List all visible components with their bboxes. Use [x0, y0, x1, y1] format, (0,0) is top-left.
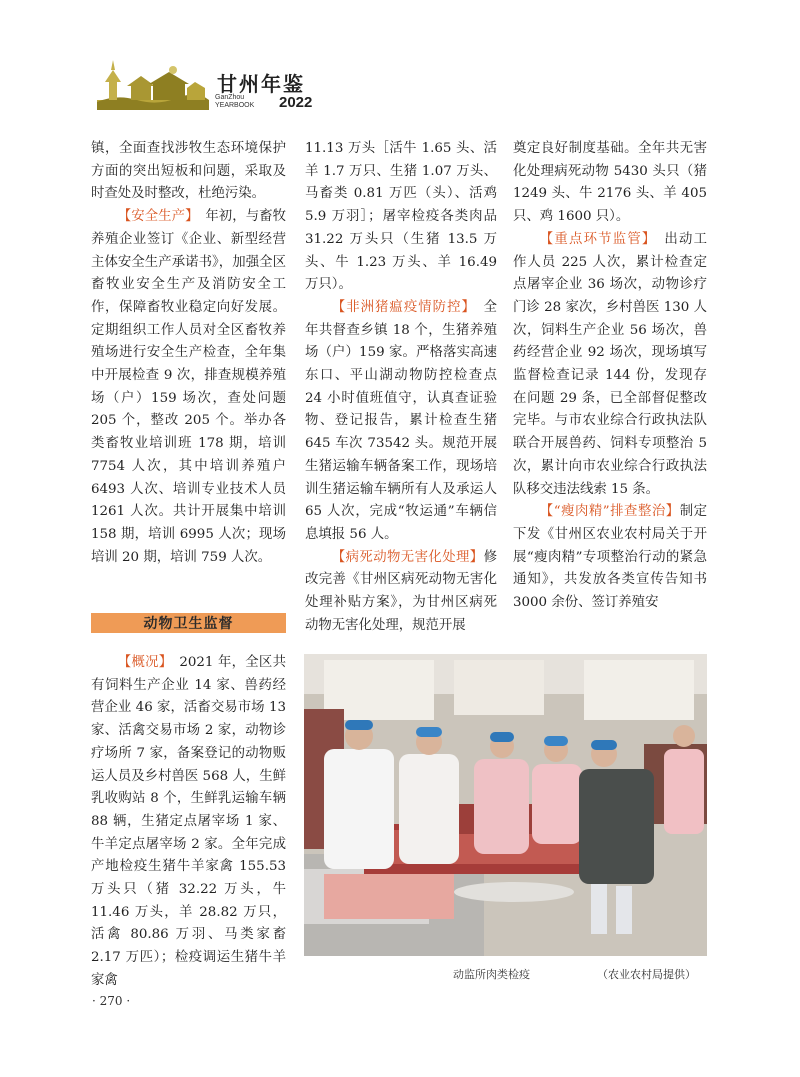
temple-logo-icon — [97, 56, 209, 110]
paragraph-text: 制定下发《甘州区农业农村局关于开展“瘦肉精”专项整治行动的紧急通知》，共发放各类宣传告知书 3000 余份、签订养殖安 — [513, 504, 708, 611]
yearbook-year: 2022 — [279, 94, 313, 111]
paragraph-text: 2021 年，全区共有饲料生产企业 14 家、兽药经营企业 46 家，活畜交易市场 13 家、活禽交易市场 2 家，动物诊疗场所 7 家，备案登记的动物贩运人员及乡村兽医 568 人，生鲜乳收购站 8 个，生鲜乳运输车辆 88 辆，生猪定点屠宰场 1 家、牛羊定点屠宰场 2 家。全年完成产地检疫生猪牛羊家禽 155.53 万头只（猪 32.22 万头，牛 11.46 万头，羊 28.82 万只，活禽 80.86 万羽、马类家畜 2.17 万匹）；检疫调运生猪牛羊家禽 — [91, 655, 286, 988]
title-en-line1: GanZhou — [215, 94, 245, 101]
keyword-heading: 【非洲猪瘟疫情防控】 — [331, 299, 470, 315]
paragraph: 11.13 万头［活牛 1.65 头、活羊 1.7 万只、生猪 1.07 万头、马畜类 0.81 万匹（头）、活鸡 5.9 万羽］；屠宰检疫各类肉品 31.22 万头只（生猪 13.5 万头、牛 1.23 万头、羊 16.49 万只）。 — [305, 141, 497, 293]
yearbook-title-en — [215, 94, 254, 110]
paragraph-disposal — [305, 547, 497, 638]
column-1 — [91, 138, 286, 569]
column-2 — [305, 138, 497, 637]
photo-illustration — [304, 654, 707, 956]
keyword-heading: 【病死动物无害化处理】 — [331, 549, 484, 565]
photo-caption: 动监所肉类检疫 — [453, 968, 530, 981]
column-1-lower — [91, 652, 286, 993]
paragraph-text: 修改完善《甘州区病死动物无害化处理补贴方案》，为甘州区病死动物无害化处理，规范开展 — [305, 549, 497, 633]
paragraph: 奠定良好制度基础。全年共无害化处理病死动物 5430 头只（猪 1249 头、牛 2176 头、羊 405 只、鸡 1600 只）。 — [513, 141, 707, 225]
paragraph-text: 全年共督查乡镇 18 个，生猪养殖场（户）159 家。严格落实高速东口、平山湖动物防控检查点 24 小时值班值守，认真查证验物、登记报告，累计检查生猪 645 车次 73542 头。规范开展生猪运输车辆备案工作，现场培训生猪运输车辆所有人及承运人 65 人次，完成“牧运通”车辆信息填报 56 人。 — [305, 299, 497, 542]
keyword-heading: 【安全生产】 — [117, 209, 192, 225]
paragraph-clenbuterol — [513, 501, 707, 615]
paragraph-text: 年初，与畜牧养殖企业签订《企业、新型经营主体安全生产承诺书》，加强全区畜牧业安全生产及消防安全工作，保障畜牧业稳定向好发展。定期组织工作人员对全区畜牧养殖场进行安全生产检查，全年集中开展检查 9 次，排查规模养殖场（户）159 场次，查处问题 205 个，整改 205 个。举办各类畜牧业培训班 178 期，培训 7754 人次，其中培训养殖户 6493 人次、培训专业技术人员 1261 人次。共计开展集中培训 158 期，培训 6995 人次；现场培训 20 期，培训 759 人次。 — [91, 209, 286, 565]
yearbook-title-cn: 甘州年鉴 — [217, 72, 305, 96]
keyword-heading: 【“瘦肉精”排查整治】 — [539, 504, 680, 520]
yearbook-header — [97, 56, 337, 114]
meat-inspection-photo — [304, 654, 707, 956]
photo-credit: （农业农村局提供） — [597, 968, 696, 981]
paragraph-overview — [91, 652, 286, 993]
keyword-heading: 【概况】 — [117, 655, 166, 670]
paragraph-supervision — [513, 229, 707, 501]
column-3 — [513, 138, 707, 615]
keyword-heading: 【重点环节监管】 — [539, 231, 650, 247]
title-en-line2: YEARBOOK — [215, 102, 255, 109]
page-number: · 270 · — [92, 994, 131, 1008]
paragraph-asf — [305, 297, 497, 547]
paragraph-text: 出动工作人员 225 人次，累计检查定点屠宰企业 36 场次，动物诊疗门诊 28 家次，乡村兽医 130 人次，饲料生产企业 56 场次，兽药经营企业 92 场次，现场填写监督检查记录 144 份，发现存在问题 29 条，已全部督促整改完毕。与市农业综合行政执法队联合开展兽药、饲料专项整治 5 次，累计向市农业综合行政执法队移交违法线索 15 条。 — [513, 231, 707, 497]
paragraph: 镇，全面查找涉牧生态环境保护方面的突出短板和问题，采取及时查处及时整改，杜绝污染。 — [91, 141, 286, 202]
section-heading: 动物卫生监督 — [91, 613, 286, 633]
paragraph-safety — [91, 206, 286, 569]
